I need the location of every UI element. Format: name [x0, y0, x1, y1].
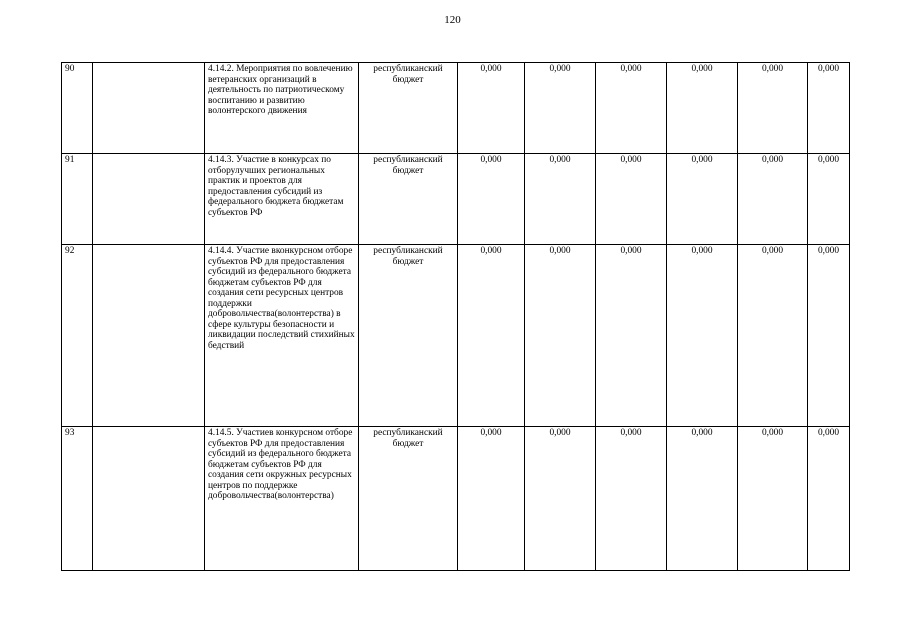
empty-cell	[93, 427, 205, 571]
table-row	[62, 63, 850, 154]
funding-source: республиканский бюджет	[359, 245, 458, 427]
budget-value: 0,000	[596, 154, 667, 245]
funding-source: республиканский бюджет	[359, 427, 458, 571]
budget-value: 0,000	[738, 245, 808, 427]
funding-source: республиканский бюджет	[359, 154, 458, 245]
table-body	[62, 63, 850, 571]
budget-value: 0,000	[596, 427, 667, 571]
budget-value: 0,000	[808, 154, 850, 245]
budget-value: 0,000	[525, 245, 596, 427]
budget-value: 0,000	[738, 427, 808, 571]
activity-name: 4.14.3. Участие в конкурсах по отборулучших региональных практик и проектов для предоставления субсидий из федерального бюджета бюджетам субъектов РФ	[205, 154, 359, 245]
budget-value: 0,000	[458, 154, 525, 245]
budget-value: 0,000	[525, 427, 596, 571]
budget-value: 0,000	[808, 245, 850, 427]
budget-value: 0,000	[667, 427, 738, 571]
table-row	[62, 427, 850, 571]
row-number: 90	[62, 63, 93, 154]
empty-cell	[93, 63, 205, 154]
row-number: 93	[62, 427, 93, 571]
budget-value: 0,000	[808, 63, 850, 154]
table-row	[62, 245, 850, 427]
row-number: 91	[62, 154, 93, 245]
empty-cell	[93, 245, 205, 427]
row-number: 92	[62, 245, 93, 427]
budget-value: 0,000	[525, 63, 596, 154]
page-number: 120	[444, 14, 461, 26]
budget-value: 0,000	[738, 63, 808, 154]
activity-name: 4.14.2. Мероприятия по вовлечению ветеранских организаций в деятельность по патриотическому воспитанию и развитию волонтерского движения	[205, 63, 359, 154]
budget-table	[61, 62, 850, 571]
budget-value: 0,000	[808, 427, 850, 571]
budget-value: 0,000	[525, 154, 596, 245]
budget-value: 0,000	[667, 154, 738, 245]
activity-name: 4.14.4. Участие вконкурсном отборе субъектов РФ для предоставления субсидий из федерального бюджета бюджетам субъектов РФ для создания сети ресурсных центров поддержки добровольчества(волонтерства) в сфере культуры безопасности и ликвидации последствий стихийных бедствий	[205, 245, 359, 427]
budget-value: 0,000	[667, 245, 738, 427]
budget-value: 0,000	[596, 245, 667, 427]
funding-source: республиканский бюджет	[359, 63, 458, 154]
empty-cell	[93, 154, 205, 245]
activity-name: 4.14.5. Участиев конкурсном отборе субъектов РФ для предоставления субсидий из федерального бюджета бюджетам субъектов РФ для создания сети окружных ресурсных центров по поддержке добровольчества(волонтерства)	[205, 427, 359, 571]
budget-value: 0,000	[458, 427, 525, 571]
budget-value: 0,000	[596, 63, 667, 154]
budget-value: 0,000	[667, 63, 738, 154]
table-row	[62, 154, 850, 245]
budget-value: 0,000	[738, 154, 808, 245]
budget-value: 0,000	[458, 63, 525, 154]
budget-value: 0,000	[458, 245, 525, 427]
